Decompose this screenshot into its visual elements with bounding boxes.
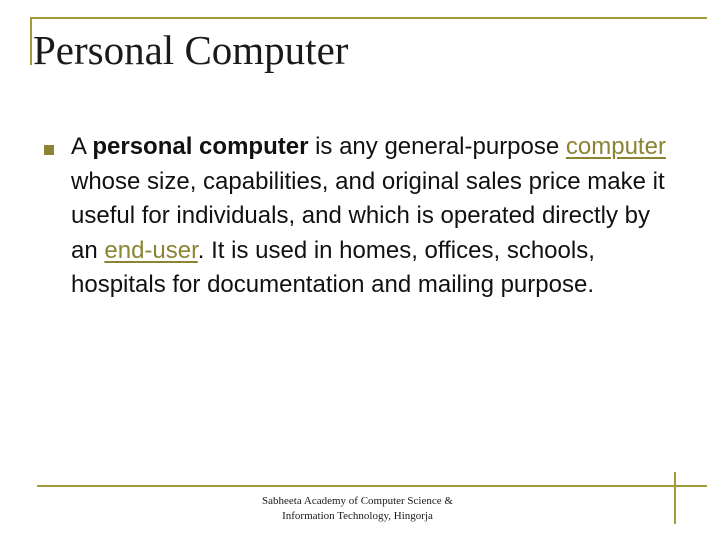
slide-title: Personal Computer [33, 27, 349, 73]
end-user-link[interactable]: end-user [104, 236, 198, 264]
footer-line-2: Information Technology, Hingorja [282, 510, 433, 522]
bullet-text-2: is any general-purpose [308, 133, 566, 160]
slide-footer [230, 494, 485, 524]
left-rule [30, 17, 32, 65]
footer-line-1: Sabheeta Academy of Computer Science & [262, 495, 453, 507]
bullet-square-icon [44, 145, 54, 155]
top-rule [30, 17, 707, 19]
bottom-rule [37, 485, 707, 487]
bullet-text-4: . It is used in homes, offices, schools, hospitals for documentation and mailing purpose. [71, 236, 595, 298]
bullet-paragraph [71, 130, 683, 303]
computer-link[interactable]: computer [565, 133, 666, 160]
bullet-bold-term: personal computer [92, 133, 309, 160]
bullet-text-1: A [71, 133, 93, 160]
bullet-text-3: whose size, capabilities, and original sales price make it useful for individuals, and which is operated directly by an [71, 167, 665, 264]
right-rule [674, 472, 676, 524]
